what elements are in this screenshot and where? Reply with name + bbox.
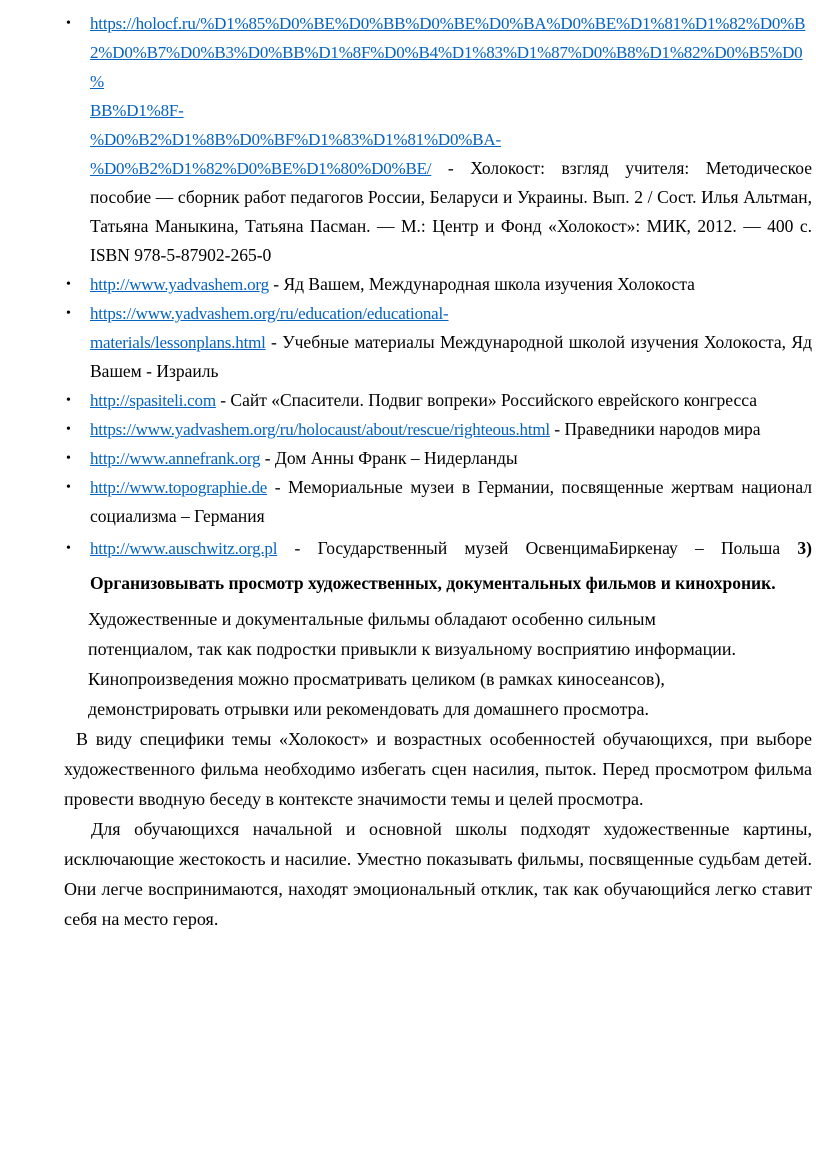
- auschwitz-link[interactable]: http://www.auschwitz.org.pl: [90, 539, 278, 558]
- spasiteli-link[interactable]: http://spasiteli.com: [90, 391, 216, 410]
- item-description: - Яд Вашем, Международная школа изучения Холокоста: [268, 274, 695, 294]
- bullet-icon: •: [66, 480, 71, 495]
- list-item-auschwitz: [66, 531, 812, 601]
- holocf-ru-link[interactable]: [90, 14, 805, 178]
- bullet-icon: •: [66, 422, 71, 437]
- list-item-righteous: [66, 415, 812, 444]
- bullet-icon: •: [66, 393, 71, 408]
- item-description: - Праведники народов мира: [549, 419, 761, 439]
- url-line: https://www.yadvashem.org/ru/education/educational-: [90, 304, 449, 323]
- url-line: 2%D0%B7%D0%B3%D0%BB%D1%8F%D0%B4%D1%83%D1%87%D0%B8%D1%82%D0%B5%D0%: [90, 43, 803, 91]
- bullet-icon: •: [66, 16, 71, 31]
- yadvashem-righteous-link[interactable]: https://www.yadvashem.org/ru/holocaust/about/rescue/righteous.html: [90, 420, 550, 439]
- list-item-annefrank: [66, 444, 812, 473]
- list-item-yadvashem-education: [66, 299, 812, 386]
- bullet-icon: •: [66, 277, 71, 292]
- item-description: - Мемориальные музеи в Германии, посвященные жертвам национал социализма – Германия: [90, 477, 812, 526]
- paragraph-school-films: Для обучающихся начальной и основной школы подходят художественные картины, исключающие жестокость и насилие. Уместно показывать фильмы, посвященные судьбам детей. Они легче воспринимаются, находят эмоциональный отклик, так как обучающийся легко ставит себя на место героя.: [64, 819, 812, 929]
- item-description: - Дом Анны Франк – Нидерланды: [260, 448, 518, 468]
- bullet-icon: •: [66, 306, 71, 321]
- list-item-holocf: [66, 9, 812, 270]
- section-3-heading: 3) Организовывать просмотр художественных, документальных фильмов и кинохроник.: [90, 538, 812, 593]
- bullet-icon: •: [66, 541, 71, 556]
- annefrank-link[interactable]: http://www.annefrank.org: [90, 449, 261, 468]
- item-description: - Учебные материалы Международной школой изучения Холокоста, Яд Вашем - Израиль: [90, 332, 812, 381]
- resource-links-list: [64, 9, 812, 601]
- item-description: - Холокост: взгляд учителя: Методическое пособие — сборник работ педагогов России, Беларуси и Украины. Вып. 2 / Сост. Илья Альтман, Татьяна Маныкина, Татьяна Пасман. — М.: Центр и Фонд «Холокост»: МИК, 2012. — 400 с. ISBN 978-5-87902-265-0: [90, 158, 812, 265]
- url-line: https://holocf.ru/%D1%85%D0%BE%D0%BB%D0%BE%D0%BA%D0%BE%D1%81%D1%82%D0%B: [90, 14, 806, 33]
- bullet-icon: •: [66, 451, 71, 466]
- paragraph-film-potential: Художественные и документальные фильмы обладают особенно сильным потенциалом, так как подростки привыкли к визуальному восприятию информации. Кинопроизведения можно просматривать целиком (в рамках киносеансов), демонстрировать отрывки или рекомендовать для домашнего просмотра.: [88, 609, 737, 719]
- yadvashem-link[interactable]: http://www.yadvashem.org: [90, 275, 269, 294]
- item-description: - Сайт «Спасители. Подвиг вопреки» Российского еврейского конгресса: [215, 390, 757, 410]
- paragraph-film-selection: В виду специфики темы «Холокост» и возрастных особенностей обучающихся, при выборе художественного фильма необходимо избегать сцен насилия, пыток. Перед просмотром фильма провести вводную беседу в контексте значимости темы и целей просмотра.: [64, 729, 812, 809]
- url-line: %D0%B2%D1%8B%D0%BF%D1%83%D1%81%D0%BA-: [90, 130, 501, 149]
- url-line: BB%D1%8F-: [90, 101, 184, 120]
- list-item-spasiteli: [66, 386, 812, 415]
- item-description: - Государственный музей ОсвенцимаБиркенау – Польша: [277, 538, 798, 558]
- list-item-topographie: [66, 473, 812, 531]
- list-item-yadvashem: [66, 270, 812, 299]
- topographie-link[interactable]: http://www.topographie.de: [90, 478, 268, 497]
- url-line: materials/lessonplans.html: [90, 333, 266, 352]
- url-line: %D0%B2%D1%82%D0%BE%D1%80%D0%BE/: [90, 159, 432, 178]
